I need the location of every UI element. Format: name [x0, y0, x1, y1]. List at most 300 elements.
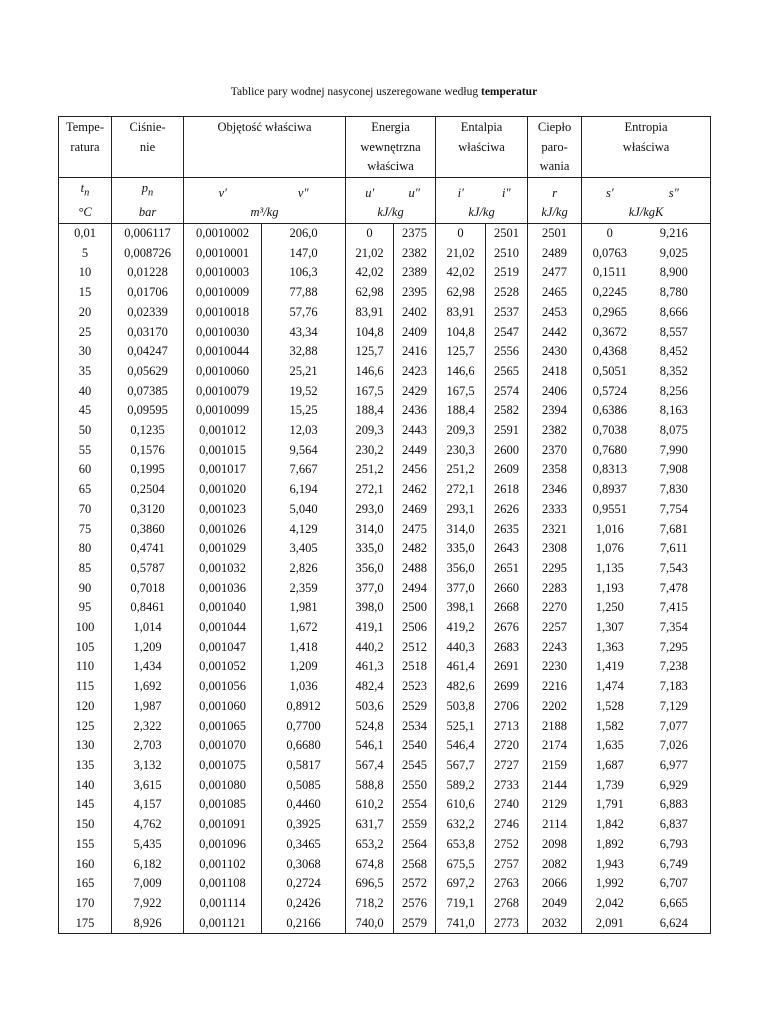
cell-entropy-liquid: 1,363: [595, 639, 624, 654]
cell-temperature: 55: [59, 441, 112, 461]
cell-entropy-liquid: 0,8937: [592, 482, 627, 497]
cell-entropy-liquid: 0,6386: [592, 403, 627, 418]
cell-volume-vapor: 5,040: [262, 500, 346, 520]
cell-pressure: 4,157: [112, 795, 184, 815]
cell-energy-vapor: 2529: [394, 697, 436, 717]
cell-energy-liquid: 209,3: [346, 421, 394, 441]
cell-enthalpy-liquid: 525,1: [436, 717, 486, 737]
cell-temperature: 90: [59, 579, 112, 599]
cell-temperature: 140: [59, 776, 112, 796]
cell-enthalpy-liquid: 83,91: [436, 303, 486, 323]
cell-pressure: 0,1576: [112, 441, 184, 461]
cell-volume-liquid: 0,001070: [184, 736, 262, 756]
cell-entropy-liquid: 0,1511: [592, 265, 627, 280]
cell-pressure: 0,07385: [112, 382, 184, 402]
cell-energy-liquid: 356,0: [346, 559, 394, 579]
cell-vaporization-heat: 2333: [528, 500, 582, 520]
cell-vaporization-heat: 2477: [528, 263, 582, 283]
cell-volume-liquid: 0,001114: [184, 894, 262, 914]
cell-enthalpy-vapor: 2746: [486, 815, 528, 835]
title-text: Tablice pary wodnej nasyconej uszeregowane według: [230, 86, 481, 98]
cell-energy-liquid: 610,2: [346, 795, 394, 815]
cell-volume-liquid: 0,0010060: [184, 362, 262, 382]
table-row: [59, 756, 711, 776]
cell-energy-liquid: 230,2: [346, 441, 394, 461]
symbol-p: $p_n$: [112, 177, 184, 203]
cell-enthalpy-liquid: 251,2: [436, 460, 486, 480]
cell-enthalpy-vapor: 2609: [486, 460, 528, 480]
cell-energy-liquid: 440,2: [346, 638, 394, 658]
cell-temperature: 65: [59, 480, 112, 500]
cell-enthalpy-liquid: 675,5: [436, 855, 486, 875]
cell-entropy-vapor: 6,749: [638, 855, 711, 875]
cell-entropy-liquid: 0,2245: [592, 285, 627, 300]
cell-energy-liquid: 631,7: [346, 815, 394, 835]
cell-energy-vapor: 2559: [394, 815, 436, 835]
table-row: [59, 441, 711, 461]
table-row: [59, 263, 711, 283]
cell-enthalpy-liquid: 62,98: [436, 283, 486, 303]
table-row: [59, 421, 711, 441]
cell-energy-liquid: 653,2: [346, 835, 394, 855]
cell-volume-vapor: 7,667: [262, 460, 346, 480]
cell-entropy-vapor: 7,830: [638, 480, 711, 500]
cell-entropy-vapor: 7,295: [638, 638, 711, 658]
cell-pressure: 7,009: [112, 874, 184, 894]
cell-enthalpy-liquid: 314,0: [436, 520, 486, 540]
cell-energy-vapor: 2534: [394, 717, 436, 737]
cell-vaporization-heat: 2358: [528, 460, 582, 480]
cell-entropy-vapor: 8,352: [638, 362, 711, 382]
header-pressure-line: Ciśnie-: [129, 120, 166, 134]
cell-energy-vapor: 2416: [394, 342, 436, 362]
cell-temperature: 85: [59, 559, 112, 579]
table-row: [59, 303, 711, 323]
cell-pressure: 0,05629: [112, 362, 184, 382]
cell-energy-liquid: 293,0: [346, 500, 394, 520]
cell-enthalpy-liquid: 546,4: [436, 736, 486, 756]
cell-volume-liquid: 0,0010030: [184, 323, 262, 343]
cell-entropy-liquid: 1,135: [595, 560, 624, 575]
cell-entropy-liquid: 1,307: [595, 620, 624, 635]
cell-volume-vapor: 0,2426: [262, 894, 346, 914]
header-specific-volume-line: Objętość właściwa: [217, 120, 312, 134]
page-title: [0, 86, 768, 98]
cell-vaporization-heat: 2370: [528, 441, 582, 461]
table-row: [59, 598, 711, 618]
cell-vaporization-heat: 2406: [528, 382, 582, 402]
table-row: [59, 736, 711, 756]
cell-volume-liquid: 0,0010099: [184, 401, 262, 421]
cell-temperature: 175: [59, 914, 112, 934]
cell-temperature: 5: [59, 244, 112, 264]
table-row: [59, 559, 711, 579]
table-row: [59, 638, 711, 658]
cell-volume-liquid: 0,001026: [184, 520, 262, 540]
cell-pressure: 0,7018: [112, 579, 184, 599]
cell-energy-liquid: 567,4: [346, 756, 394, 776]
table-row: [59, 835, 711, 855]
cell-entropy-liquid: 1,528: [595, 698, 624, 713]
cell-entropy-vapor: 8,452: [638, 342, 711, 362]
unit-p: bar: [112, 203, 184, 224]
cell-enthalpy-vapor: 2706: [486, 697, 528, 717]
table-row: [59, 224, 711, 244]
cell-entropy-liquid: 0,9551: [592, 501, 627, 516]
cell-pressure: 3,615: [112, 776, 184, 796]
cell-temperature: 45: [59, 401, 112, 421]
table-row: [59, 677, 711, 697]
cell-pressure: 2,322: [112, 717, 184, 737]
cell-temperature: 20: [59, 303, 112, 323]
header-internal-energy: [346, 117, 436, 178]
table-row: [59, 460, 711, 480]
cell-entropy-liquid: 1,892: [595, 836, 624, 851]
cell-entropy-liquid: 1,250: [595, 600, 624, 615]
table-row: [59, 914, 711, 934]
cell-vaporization-heat: 2321: [528, 520, 582, 540]
cell-entropy-vapor: 7,908: [638, 460, 711, 480]
cell-volume-vapor: 1,209: [262, 657, 346, 677]
cell-vaporization-heat: 2082: [528, 855, 582, 875]
cell-pressure: 0,5787: [112, 559, 184, 579]
cell-entropy-vapor: 9,216: [638, 224, 711, 244]
cell-enthalpy-liquid: 653,8: [436, 835, 486, 855]
cell-enthalpy-liquid: 104,8: [436, 323, 486, 343]
cell-volume-vapor: 2,359: [262, 579, 346, 599]
header-entropy: [582, 117, 711, 178]
table-row: [59, 855, 711, 875]
cell-enthalpy-liquid: 335,0: [436, 539, 486, 559]
cell-volume-vapor: 106,3: [262, 263, 346, 283]
cell-entropy-vapor: 7,183: [638, 677, 711, 697]
table-row: [59, 697, 711, 717]
cell-vaporization-heat: 2346: [528, 480, 582, 500]
cell-volume-liquid: 0,001091: [184, 815, 262, 835]
cell-energy-liquid: 42,02: [346, 263, 394, 283]
table-row: [59, 815, 711, 835]
cell-enthalpy-vapor: 2768: [486, 894, 528, 914]
cell-entropy-liquid: 1,582: [595, 718, 624, 733]
cell-pressure: 0,8461: [112, 598, 184, 618]
cell-pressure: 1,014: [112, 618, 184, 638]
cell-enthalpy-liquid: 377,0: [436, 579, 486, 599]
cell-entropy-liquid: 1,739: [595, 777, 624, 792]
cell-energy-vapor: 2523: [394, 677, 436, 697]
cell-volume-liquid: 0,001080: [184, 776, 262, 796]
cell-vaporization-heat: 2283: [528, 579, 582, 599]
cell-energy-liquid: 272,1: [346, 480, 394, 500]
cell-pressure: 0,02339: [112, 303, 184, 323]
cell-enthalpy-liquid: 125,7: [436, 342, 486, 362]
cell-temperature: 105: [59, 638, 112, 658]
table-row: [59, 520, 711, 540]
cell-volume-liquid: 0,0010002: [184, 224, 262, 244]
cell-entropy-vapor: 6,624: [638, 914, 711, 934]
cell-energy-liquid: 188,4: [346, 401, 394, 421]
table-row: [59, 894, 711, 914]
cell-entropy-vapor: 8,557: [638, 323, 711, 343]
cell-entropy-vapor: 8,780: [638, 283, 711, 303]
cell-vaporization-heat: 2489: [528, 244, 582, 264]
cell-pressure: 0,03170: [112, 323, 184, 343]
cell-enthalpy-vapor: 2757: [486, 855, 528, 875]
cell-entropy-vapor: 7,415: [638, 598, 711, 618]
cell-pressure: 8,926: [112, 914, 184, 934]
cell-temperature: 95: [59, 598, 112, 618]
cell-energy-vapor: 2494: [394, 579, 436, 599]
cell-energy-liquid: 104,8: [346, 323, 394, 343]
cell-energy-liquid: 167,5: [346, 382, 394, 402]
cell-entropy-vapor: 7,478: [638, 579, 711, 599]
cell-vaporization-heat: 2295: [528, 559, 582, 579]
cell-enthalpy-liquid: 697,2: [436, 874, 486, 894]
cell-enthalpy-liquid: 230,3: [436, 441, 486, 461]
cell-entropy-liquid: 1,992: [595, 876, 624, 891]
cell-energy-liquid: 21,02: [346, 244, 394, 264]
cell-entropy-vapor: 7,543: [638, 559, 711, 579]
cell-volume-vapor: 1,418: [262, 638, 346, 658]
cell-volume-vapor: 43,34: [262, 323, 346, 343]
table-row: [59, 657, 711, 677]
cell-energy-liquid: 524,8: [346, 717, 394, 737]
cell-volume-liquid: 0,001047: [184, 638, 262, 658]
cell-energy-vapor: 2449: [394, 441, 436, 461]
cell-energy-vapor: 2469: [394, 500, 436, 520]
cell-temperature: 10: [59, 263, 112, 283]
cell-volume-liquid: 0,0010018: [184, 303, 262, 323]
cell-pressure: 1,987: [112, 697, 184, 717]
cell-energy-vapor: 2564: [394, 835, 436, 855]
cell-enthalpy-vapor: 2635: [486, 520, 528, 540]
cell-vaporization-heat: 2144: [528, 776, 582, 796]
cell-entropy-vapor: 7,990: [638, 441, 711, 461]
cell-pressure: 2,703: [112, 736, 184, 756]
cell-pressure: 0,04247: [112, 342, 184, 362]
cell-volume-vapor: 0,3925: [262, 815, 346, 835]
cell-pressure: 0,008726: [112, 244, 184, 264]
cell-energy-vapor: 2500: [394, 598, 436, 618]
cell-energy-liquid: 377,0: [346, 579, 394, 599]
cell-enthalpy-liquid: 272,1: [436, 480, 486, 500]
cell-volume-vapor: 0,8912: [262, 697, 346, 717]
cell-vaporization-heat: 2308: [528, 539, 582, 559]
cell-volume-vapor: 0,5817: [262, 756, 346, 776]
cell-entropy-vapor: 7,077: [638, 717, 711, 737]
cell-enthalpy-vapor: 2537: [486, 303, 528, 323]
cell-energy-liquid: 335,0: [346, 539, 394, 559]
cell-entropy-vapor: 6,707: [638, 874, 711, 894]
cell-vaporization-heat: 2230: [528, 657, 582, 677]
cell-energy-liquid: 419,1: [346, 618, 394, 638]
cell-enthalpy-liquid: 482,6: [436, 677, 486, 697]
cell-volume-liquid: 0,001032: [184, 559, 262, 579]
cell-volume-liquid: 0,001023: [184, 500, 262, 520]
steam-table: [58, 116, 711, 934]
cell-volume-liquid: 0,0010009: [184, 283, 262, 303]
cell-entropy-liquid: 1,016: [595, 521, 624, 536]
header-temperature-line: Tempe-: [66, 120, 104, 134]
symbol-s1: s′: [582, 177, 638, 203]
cell-energy-liquid: 718,2: [346, 894, 394, 914]
cell-vaporization-heat: 2501: [528, 224, 582, 244]
cell-energy-liquid: 251,2: [346, 460, 394, 480]
cell-vaporization-heat: 2257: [528, 618, 582, 638]
cell-entropy-vapor: 8,163: [638, 401, 711, 421]
cell-entropy-vapor: 6,929: [638, 776, 711, 796]
cell-temperature: 35: [59, 362, 112, 382]
cell-pressure: 5,435: [112, 835, 184, 855]
cell-entropy-vapor: 7,354: [638, 618, 711, 638]
title-emphasis: temperatur: [480, 86, 538, 98]
cell-volume-vapor: 32,88: [262, 342, 346, 362]
cell-enthalpy-liquid: 440,3: [436, 638, 486, 658]
cell-volume-liquid: 0,001102: [184, 855, 262, 875]
cell-entropy-liquid: 1,474: [595, 679, 624, 694]
cell-volume-liquid: 0,001012: [184, 421, 262, 441]
cell-volume-vapor: 1,672: [262, 618, 346, 638]
cell-volume-liquid: 0,001056: [184, 677, 262, 697]
table-row: [59, 323, 711, 343]
cell-volume-vapor: 9,564: [262, 441, 346, 461]
cell-energy-vapor: 2429: [394, 382, 436, 402]
cell-volume-liquid: 0,0010079: [184, 382, 262, 402]
cell-volume-vapor: 0,5085: [262, 776, 346, 796]
cell-enthalpy-liquid: 293,1: [436, 500, 486, 520]
symbol-u1: u′: [346, 177, 394, 203]
header-pressure: [112, 117, 184, 178]
header-enthalpy: [436, 117, 528, 178]
table-row: [59, 618, 711, 638]
cell-volume-vapor: 2,826: [262, 559, 346, 579]
cell-entropy-vapor: 7,754: [638, 500, 711, 520]
cell-energy-vapor: 2506: [394, 618, 436, 638]
cell-temperature: 60: [59, 460, 112, 480]
cell-entropy-liquid: 1,076: [595, 541, 624, 556]
header-internal-energy-line: Energia: [371, 120, 410, 134]
table-row: [59, 244, 711, 264]
cell-enthalpy-vapor: 2763: [486, 874, 528, 894]
cell-energy-vapor: 2554: [394, 795, 436, 815]
cell-vaporization-heat: 2216: [528, 677, 582, 697]
cell-temperature: 160: [59, 855, 112, 875]
cell-temperature: 40: [59, 382, 112, 402]
cell-volume-liquid: 0,001040: [184, 598, 262, 618]
cell-volume-vapor: 1,981: [262, 598, 346, 618]
cell-enthalpy-liquid: 167,5: [436, 382, 486, 402]
cell-volume-liquid: 0,001065: [184, 717, 262, 737]
cell-volume-vapor: 0,3068: [262, 855, 346, 875]
cell-volume-vapor: 0,3465: [262, 835, 346, 855]
cell-pressure: 0,1995: [112, 460, 184, 480]
cell-energy-vapor: 2436: [394, 401, 436, 421]
cell-pressure: 0,006117: [112, 224, 184, 244]
cell-entropy-liquid: 0,2965: [592, 304, 627, 319]
cell-enthalpy-vapor: 2740: [486, 795, 528, 815]
symbol-s2: s″: [638, 177, 711, 203]
cell-enthalpy-liquid: 419,2: [436, 618, 486, 638]
cell-pressure: 6,182: [112, 855, 184, 875]
cell-volume-vapor: 12,03: [262, 421, 346, 441]
cell-energy-vapor: 2462: [394, 480, 436, 500]
cell-enthalpy-liquid: 188,4: [436, 401, 486, 421]
symbol-u2: u″: [394, 177, 436, 203]
header-temperature: [59, 117, 112, 178]
cell-pressure: 1,209: [112, 638, 184, 658]
cell-vaporization-heat: 2465: [528, 283, 582, 303]
cell-energy-liquid: 503,6: [346, 697, 394, 717]
cell-vaporization-heat: 2418: [528, 362, 582, 382]
cell-energy-liquid: 83,91: [346, 303, 394, 323]
cell-energy-liquid: 461,3: [346, 657, 394, 677]
cell-volume-liquid: 0,001017: [184, 460, 262, 480]
cell-temperature: 110: [59, 657, 112, 677]
cell-volume-vapor: 1,036: [262, 677, 346, 697]
cell-pressure: 1,434: [112, 657, 184, 677]
cell-entropy-vapor: 7,611: [638, 539, 711, 559]
header-row-titles: [59, 117, 711, 178]
cell-volume-liquid: 0,001096: [184, 835, 262, 855]
cell-entropy-vapor: 6,883: [638, 795, 711, 815]
cell-volume-liquid: 0,001060: [184, 697, 262, 717]
cell-temperature: 170: [59, 894, 112, 914]
table-row: [59, 500, 711, 520]
cell-vaporization-heat: 2032: [528, 914, 582, 934]
cell-temperature: 155: [59, 835, 112, 855]
table-row: [59, 382, 711, 402]
header-vaporization-heat-line: paro-: [541, 139, 568, 154]
cell-volume-vapor: 15,25: [262, 401, 346, 421]
cell-enthalpy-liquid: 610,6: [436, 795, 486, 815]
cell-temperature: 125: [59, 717, 112, 737]
cell-entropy-vapor: 8,075: [638, 421, 711, 441]
cell-energy-vapor: 2568: [394, 855, 436, 875]
cell-volume-liquid: 0,001015: [184, 441, 262, 461]
cell-entropy-liquid: 0,7680: [592, 442, 627, 457]
cell-enthalpy-vapor: 2683: [486, 638, 528, 658]
cell-entropy-liquid: 0,7038: [592, 423, 627, 438]
cell-temperature: 145: [59, 795, 112, 815]
cell-volume-liquid: 0,001085: [184, 795, 262, 815]
cell-volume-liquid: 0,001108: [184, 874, 262, 894]
cell-pressure: 0,2504: [112, 480, 184, 500]
cell-enthalpy-vapor: 2556: [486, 342, 528, 362]
cell-volume-vapor: 0,2724: [262, 874, 346, 894]
cell-enthalpy-vapor: 2510: [486, 244, 528, 264]
cell-temperature: 135: [59, 756, 112, 776]
cell-volume-vapor: 4,129: [262, 520, 346, 540]
cell-vaporization-heat: 2394: [528, 401, 582, 421]
unit-u: kJ/kg: [346, 203, 436, 224]
table-row: [59, 342, 711, 362]
cell-vaporization-heat: 2174: [528, 736, 582, 756]
cell-volume-liquid: 0,0010001: [184, 244, 262, 264]
cell-pressure: 0,3860: [112, 520, 184, 540]
cell-energy-vapor: 2545: [394, 756, 436, 776]
header-enthalpy-line: Entalpia: [460, 120, 503, 134]
cell-energy-liquid: 398,0: [346, 598, 394, 618]
header-row-symbols: [59, 177, 711, 203]
cell-vaporization-heat: 2049: [528, 894, 582, 914]
header-enthalpy-line: właściwa: [458, 139, 505, 154]
cell-enthalpy-liquid: 461,4: [436, 657, 486, 677]
cell-pressure: 0,4741: [112, 539, 184, 559]
cell-enthalpy-vapor: 2591: [486, 421, 528, 441]
cell-vaporization-heat: 2453: [528, 303, 582, 323]
cell-pressure: 0,09595: [112, 401, 184, 421]
cell-enthalpy-vapor: 2519: [486, 263, 528, 283]
cell-temperature: 75: [59, 520, 112, 540]
